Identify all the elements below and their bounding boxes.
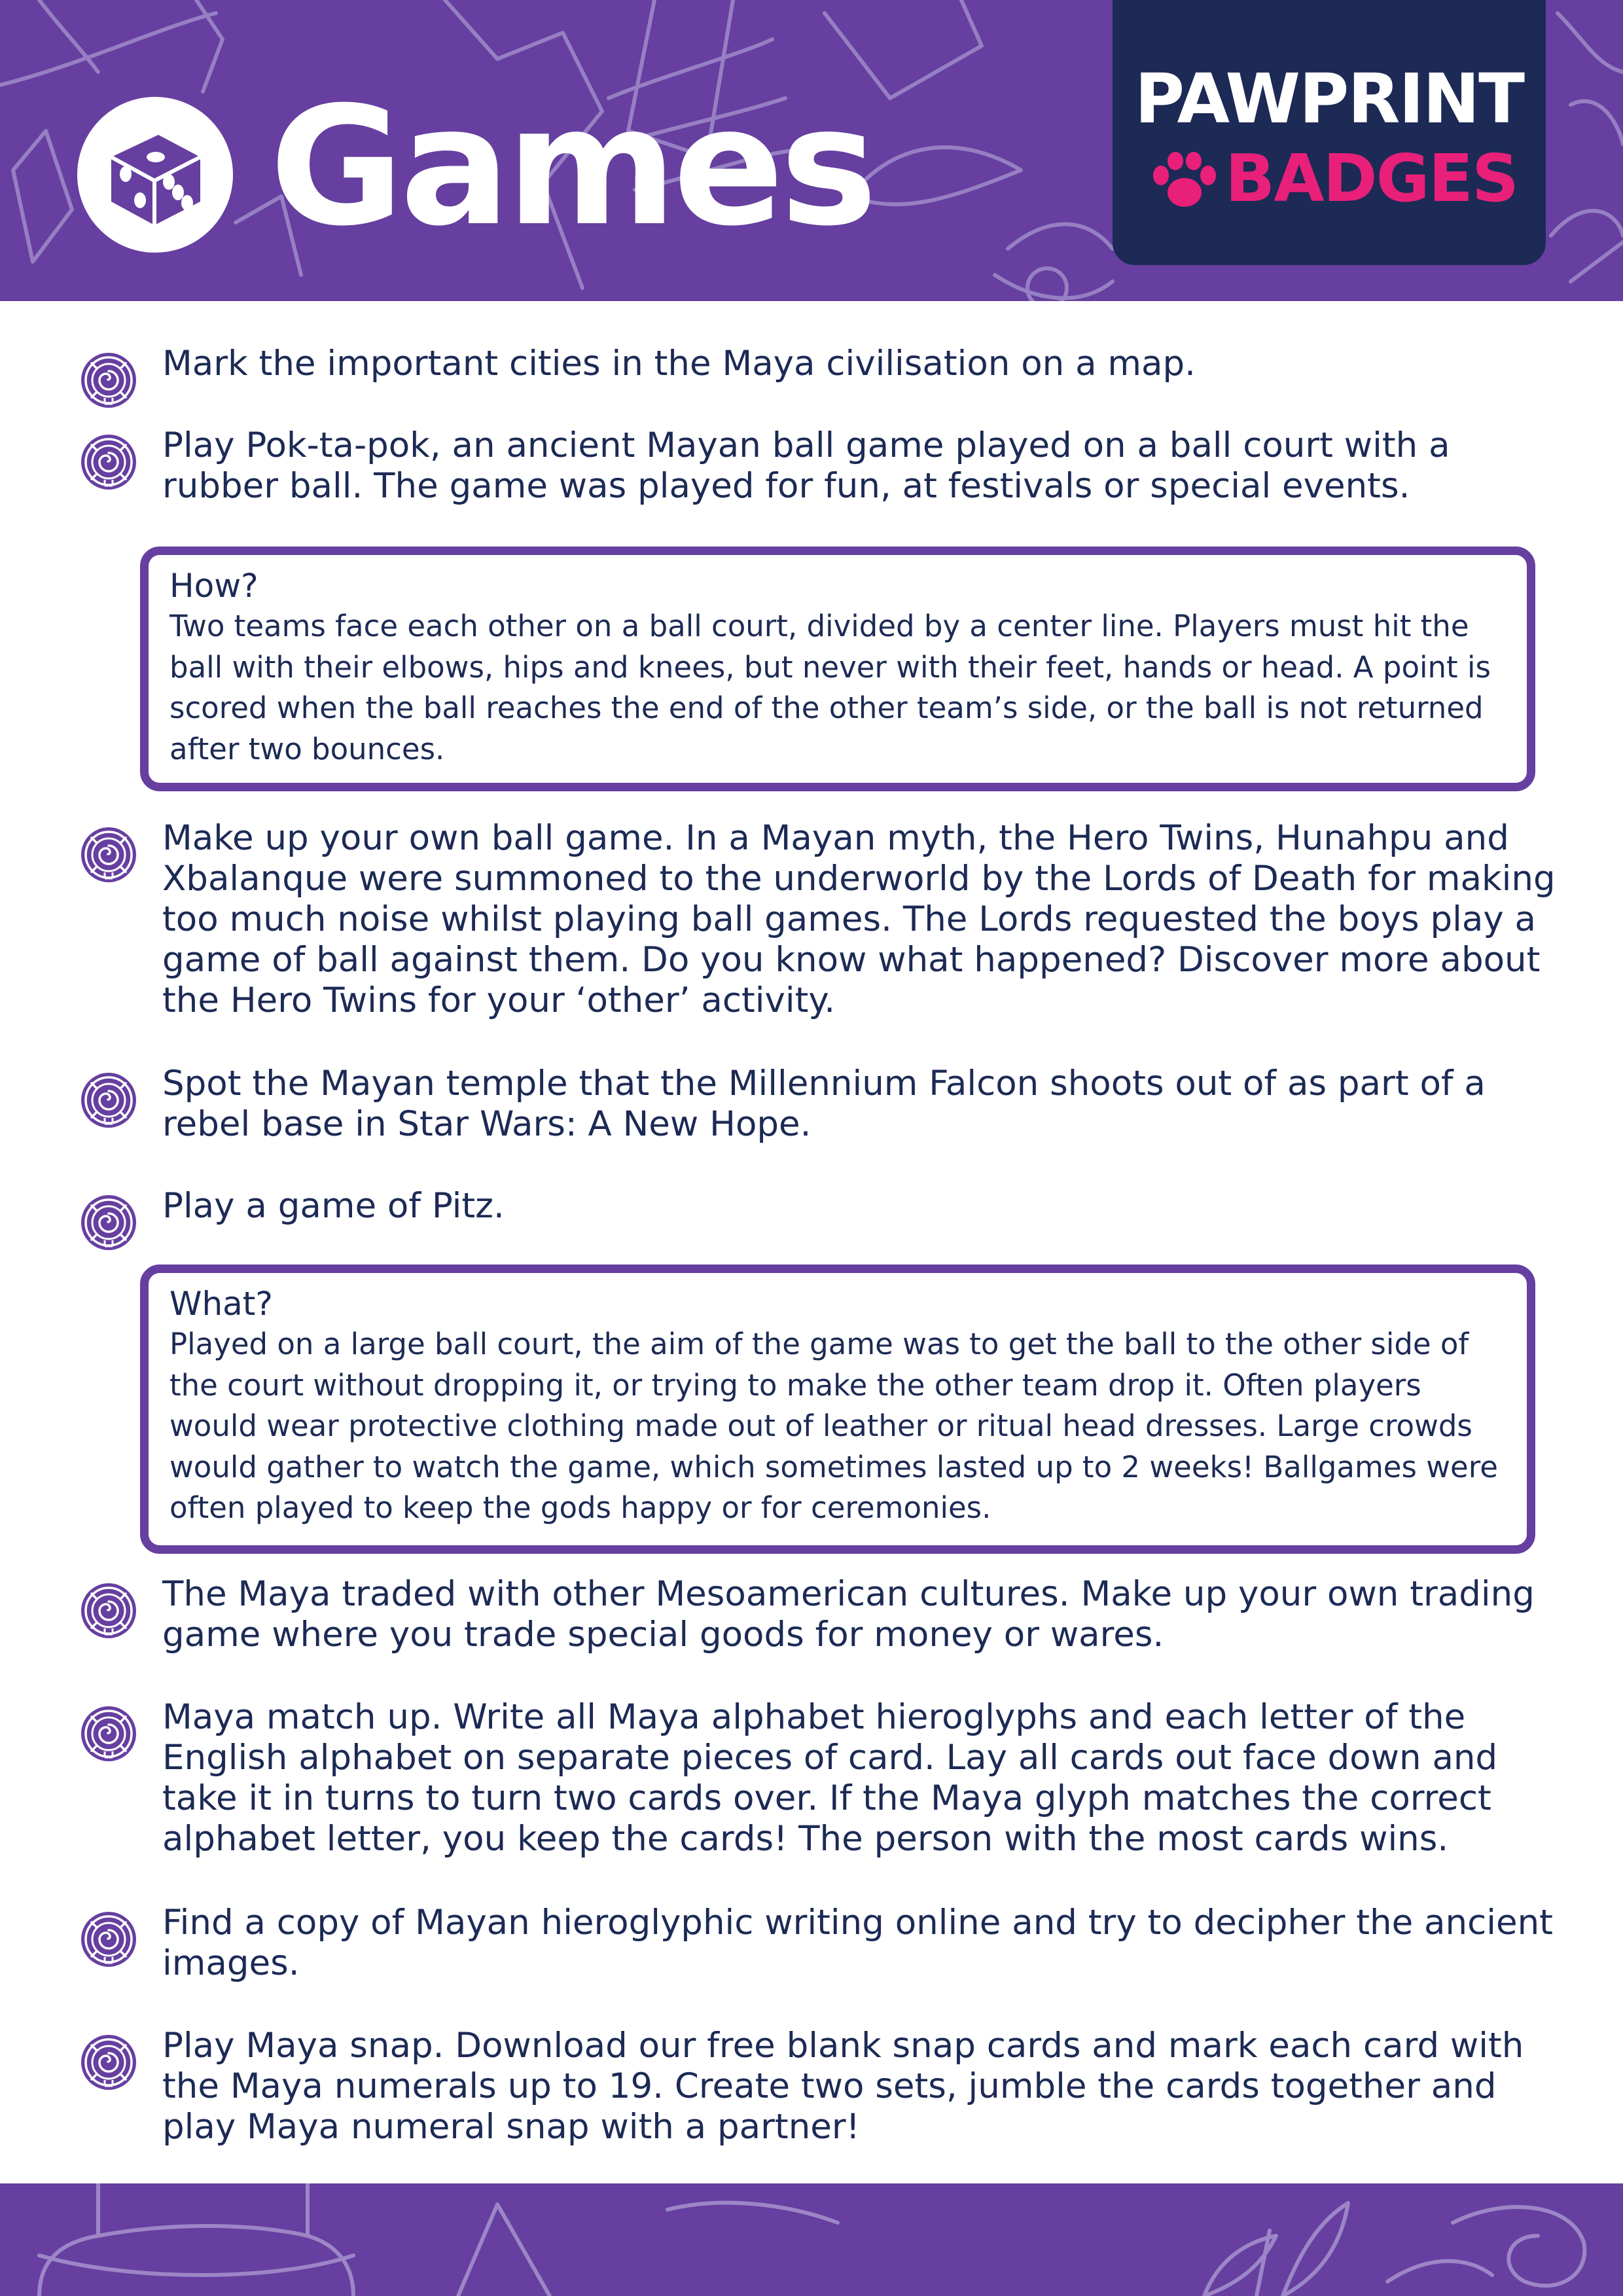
activity-text: Make up your own ball game. In a Mayan myth, the Hero Twins, Hunahpu and Xbalanque were summoned to the underworld by the Lords of Death for making too much noise whilst playing ball games. The Lords requested the boys play a game of ball against them. Do you know what happened? Discover more about the Hero Twins for your ‘other’ activity. [162, 818, 1556, 1020]
pawprint-badges-logo[interactable] [1113, 0, 1546, 265]
activity-text: Spot the Mayan temple that the Millennium Falcon shoots out of as part of a rebel base in Star Wars: A New Hope. [162, 1064, 1486, 1144]
info-heading: What? [169, 1285, 273, 1323]
activity-text: Mark the important cities in the Maya civilisation on a map. [162, 344, 1196, 384]
logo-text-badges: BADGES [1225, 140, 1518, 217]
activity-text: Play a game of Pitz. [162, 1186, 505, 1226]
logo-line-badges [1152, 140, 1518, 217]
footer-doodles [0, 2183, 1623, 2296]
info-body: Played on a large ball court, the aim of the game was to get the ball to the other side of the court without dropping it, or trying to make the other team drop it. Often players would wear protective clothing made out of leather or ritual head dresses. Large crowds would gather to watch the game, which sometimes lasted up to 2 weeks! Ballgames were often played to keep the gods happy or for ceremonies. [169, 1327, 1498, 1525]
maya-glyph-icon [79, 825, 139, 885]
paw-icon [1152, 152, 1217, 211]
activity-text: The Maya traded with other Mesoamerican cultures. Make up your own trading game where you trade special goods for money or wares. [162, 1574, 1535, 1655]
maya-glyph-icon [79, 1909, 139, 1969]
dice-icon [77, 97, 233, 253]
maya-glyph-icon [79, 432, 139, 492]
activity-list [0, 301, 1623, 2186]
activity-text: Maya match up. Write all Maya alphabet hieroglyphs and each letter of the English alphabet on separate pieces of card. Lay all cards out face down and take it in turns to turn two cards over. If the Maya glyph matches the correct alphabet letter, you keep the cards! The person with the most cards wins. [162, 1697, 1498, 1859]
info-heading: How? [169, 567, 259, 605]
dice-badge [77, 97, 233, 253]
logo-text-pawprint: PAWPRINT [1134, 59, 1524, 139]
maya-glyph-icon [79, 1193, 139, 1253]
activity-text: Find a copy of Mayan hieroglyphic writing online and try to decipher the ancient images. [162, 1903, 1553, 1983]
activity-text: Play Pok-ta-pok, an ancient Mayan ball game played on a ball court with a rubber ball. The game was played for fun, at festivals or special events. [162, 425, 1450, 506]
header-banner [0, 0, 1623, 301]
maya-glyph-icon [79, 2032, 139, 2092]
info-body: Two teams face each other on a ball court, divided by a center line. Players must hit the ball with their elbows, hips and knees, but never with their feet, hands or head. A point is scored when the ball reaches the end of the other team’s side, or the ball is not returned after two bounces. [169, 609, 1491, 766]
maya-glyph-icon [79, 350, 139, 410]
how-info-box [140, 547, 1535, 791]
maya-glyph-icon [79, 1070, 139, 1130]
maya-glyph-icon [79, 1704, 139, 1764]
activity-text: Play Maya snap. Download our free blank snap cards and mark each card with the Maya numerals up to 19. Create two sets, jumble the cards together and play Maya numeral snap with a partner! [162, 2026, 1524, 2147]
footer-banner [0, 2183, 1623, 2296]
page-title: Games [270, 71, 874, 262]
maya-glyph-icon [79, 1581, 139, 1641]
what-info-box [140, 1265, 1535, 1554]
